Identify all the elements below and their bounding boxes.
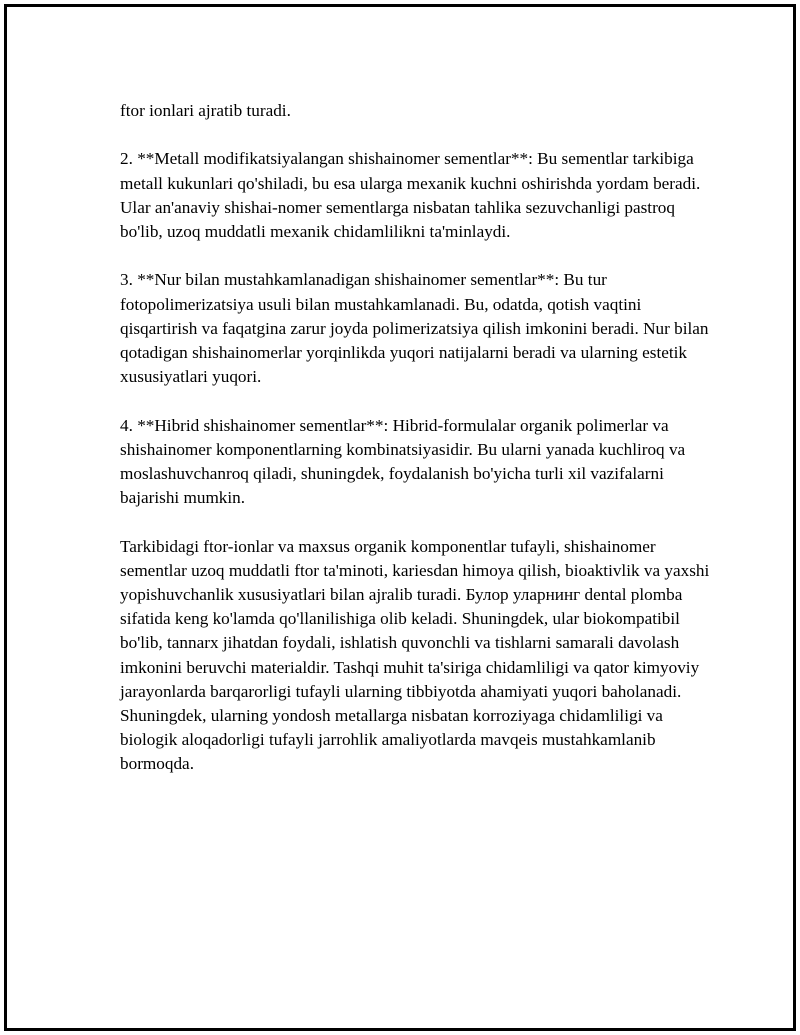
paragraph-metal-modified: 2. **Metall modifikatsiyalangan shishainomer sementlar**: Bu sementlar tarkibiga metall kukunlari qo'shiladi, bu esa ularga mexanik kuchni oshirishda yordam beradi. Ular an'anaviy shishai-nomer sementlarga nisbatan tahlika sezuvchanligi pastroq bo'lib, uzoq muddatli mexanik chidamlilikni ta'minlaydi. xyxy=(120,149,701,241)
paragraph-summary: Tarkibidagi ftor-ionlar va maxsus organik komponentlar tufayli, shishainomer sementlar uzoq muddatli ftor ta'minoti, kariesdan himoya qilish, bioaktivlik va yaxshi yopishuvchanlik xususiyatlari bilan ajralib turadi. Булор уларнинг dental plomba sifatida keng ko'lamda qo'llanilishiga olib keladi. Shuningdek, ular biokompatibil bo'lib, tannarx jihatdan foydali, ishlatish quvonchli va tishlarni samarali davolash imkonini beruvchi materialdir. Tashqi muhit ta'siriga chidamliligi va qator kimyoviy jarayonlarda barqarorligi tufayli ularning tibbiyotda ahamiyati yuqori baholanadi. Shuningdek, ularning yondosh metallarga nisbatan korroziyaga chidamliligi va biologik aloqadorligi tufayli jarrohlik amaliyotlarda mavqeis mustahkamlanib bormoqda. xyxy=(120,536,710,774)
paragraph-light-cured: 3. **Nur bilan mustahkamlanadigan shishainomer sementlar**: Bu tur fotopolimerizatsiya usuli bilan mustahkamlanadi. Bu, odatda, qotish vaqtini qisqartirish va faqatgina zarur joyda polimerizatsiya qilish imkonini beradi. Nur bilan qotadigan shishainomerlar yorqinlikda yuqori natijalarni beradi va ularning estetik xususiyatlari yuqori. xyxy=(120,270,709,387)
page-frame xyxy=(4,4,796,1031)
document-body xyxy=(120,99,710,777)
paragraph-continuation: ftor ionlari ajratib turadi. xyxy=(120,101,291,120)
paragraph-hybrid: 4. **Hibrid shishainomer sementlar**: Hibrid-formulalar organik polimerlar va shishainomer komponentlarning kombinatsiyasidir. Bu ularni yanada kuchliroq va moslashuvchanroq qiladi, shuningdek, foydalanish bo'yicha turli xil vazifalarni bajarishi mumkin. xyxy=(120,415,686,508)
